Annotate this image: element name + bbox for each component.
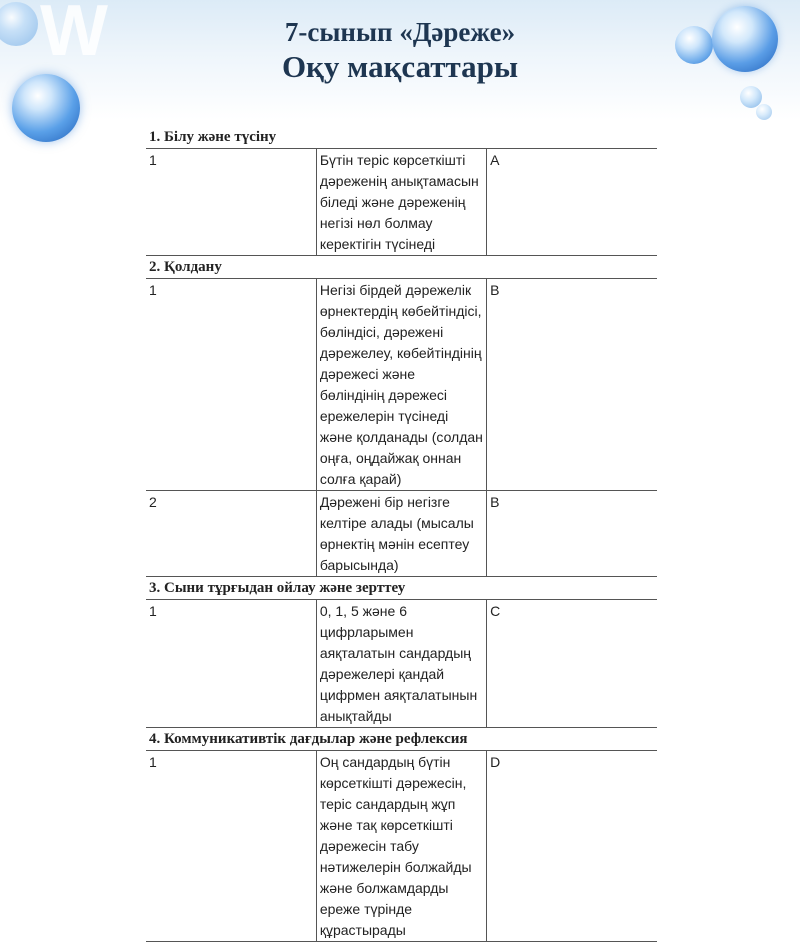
objective-text: Оң сандардың бүтін көрсеткішті дәрежесін, теріс сандардың жұп және тақ көрсеткішті дәрежесін табу нәтижелерін болжайды және болжамдарды ереже түрінде құрастырады	[316, 751, 486, 942]
level-letter: A	[487, 149, 657, 256]
section-heading: 2. Қолдану	[146, 256, 657, 279]
row-number: 1	[146, 600, 316, 728]
objective-text: Бүтін теріс көрсеткішті дәреженің анықтамасын біледі және дәреженің негізі нөл болмау керектігін түсінеді	[316, 149, 486, 256]
bubble-decoration	[712, 6, 778, 72]
slide-title	[180, 16, 620, 86]
section-header-row	[146, 256, 657, 279]
table-row	[146, 279, 657, 491]
section-heading: 3. Сыни тұрғыдан ойлау және зерттеу	[146, 577, 657, 600]
row-number: 2	[146, 491, 316, 577]
section-heading: 1. Білу және түсіну	[146, 126, 657, 149]
bubble-decoration	[12, 74, 80, 142]
row-number: 1	[146, 751, 316, 942]
bubble-decoration	[675, 26, 713, 64]
section-header-row	[146, 126, 657, 149]
level-letter: C	[487, 600, 657, 728]
table-row	[146, 491, 657, 577]
section-header-row	[146, 577, 657, 600]
level-letter: B	[487, 279, 657, 491]
objective-text: 0, 1, 5 және 6 цифрларымен аяқталатын сандардың дәрежелері қандай цифрмен аяқталатынын анықтайды	[316, 600, 486, 728]
title-line-2: Оқу мақсаттары	[281, 49, 519, 84]
title-line-1: 7-сынып «Дәреже»	[284, 17, 516, 47]
table-row	[146, 149, 657, 256]
row-number: 1	[146, 279, 316, 491]
objective-text: Негізі бірдей дәрежелік өрнектердің көбейтіндісі, бөліндісі, дәрежені дәрежелеу, көбейтіндінің дәрежесі және бөліндінің дәрежесі ережелерін түсінеді және қолданады (солдан оңға, оңдайжақ оннан солға қарай)	[316, 279, 486, 491]
level-letter: D	[487, 751, 657, 942]
table-row	[146, 600, 657, 728]
objectives-table	[146, 126, 657, 942]
section-header-row	[146, 728, 657, 751]
section-heading: 4. Коммуникативтік дағдылар және рефлексия	[146, 728, 657, 751]
decorative-watermark: W	[40, 0, 114, 71]
row-number: 1	[146, 149, 316, 256]
table-row	[146, 751, 657, 942]
bubble-decoration	[756, 104, 772, 120]
level-letter: B	[487, 491, 657, 577]
objective-text: Дәрежені бір негізге келтіре алады (мысалы өрнектің мәнін есептеу барысында)	[316, 491, 486, 577]
